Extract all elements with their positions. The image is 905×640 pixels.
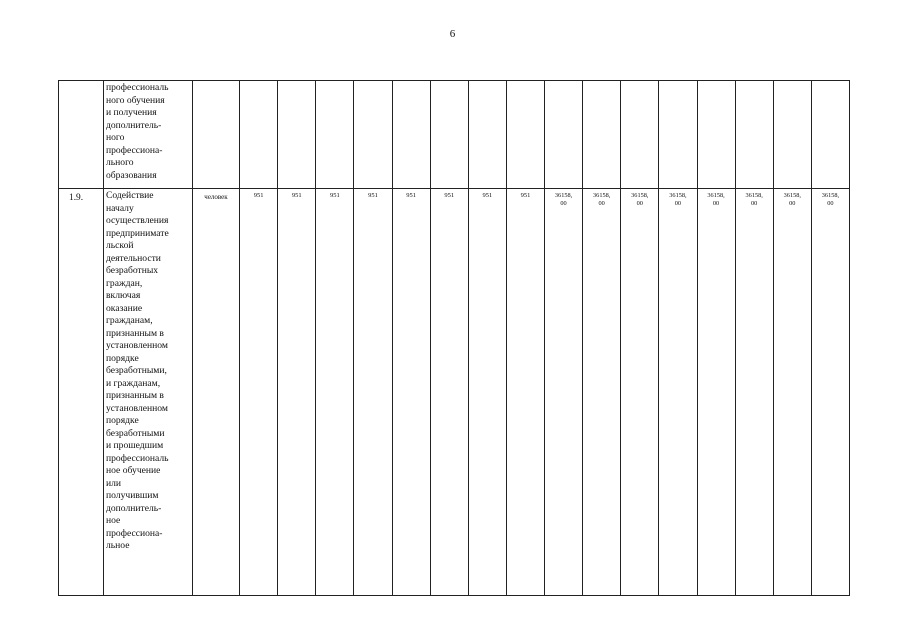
cell-value	[316, 81, 354, 189]
text-line: получившим	[106, 490, 159, 501]
cell-amount	[811, 81, 849, 189]
document-table	[58, 80, 850, 596]
cell-amount: 36158, 00	[659, 189, 697, 596]
text-line: образования	[106, 169, 157, 181]
cell-amount: 36158, 00	[583, 189, 621, 596]
cell-value	[468, 81, 506, 189]
cell-value: 951	[240, 189, 278, 596]
text-line: ного	[106, 132, 125, 143]
text-line: безработными,	[106, 365, 167, 376]
cell-amount: 36158, 00	[545, 189, 583, 596]
cell-value	[278, 81, 316, 189]
cell-amount	[735, 81, 773, 189]
text-line: признанным в	[106, 390, 164, 401]
cell-amount	[583, 81, 621, 189]
text-line: и прошедшим	[106, 440, 164, 451]
name-lines	[106, 82, 190, 182]
text-line: льской	[106, 240, 134, 251]
cell-amount: 36158, 00	[735, 189, 773, 596]
cell-amount: 36158, 00	[773, 189, 811, 596]
text-line: началу	[106, 202, 134, 214]
text-line: ное	[106, 515, 121, 526]
text-line: Содействие	[106, 190, 154, 201]
cell-value: 951	[278, 189, 316, 596]
text-line: профессиона-	[106, 144, 163, 156]
text-line: гражданам,	[106, 315, 153, 326]
text-line: осуществления	[106, 215, 169, 226]
cell-value: 951	[506, 189, 544, 596]
cell-number	[59, 81, 104, 189]
text-line: оказание	[106, 302, 143, 314]
page-number: 6	[449, 28, 456, 40]
cell-value: 951	[392, 189, 430, 596]
cell-amount: 36158, 00	[621, 189, 659, 596]
table-row-1-9	[59, 189, 850, 596]
text-line: или	[106, 477, 122, 489]
text-line: признанным в	[106, 327, 164, 339]
text-line: деятельности	[106, 252, 161, 264]
cell-amount	[773, 81, 811, 189]
text-line: безработными	[106, 427, 165, 439]
text-line: профессиона-	[106, 527, 163, 539]
cell-value	[354, 81, 392, 189]
text-line: включая	[106, 290, 141, 301]
text-line: льного	[106, 157, 134, 168]
cell-amount: 36158, 00	[697, 189, 735, 596]
text-line: предпринимате	[106, 227, 169, 239]
name-lines	[106, 190, 190, 553]
cell-value	[392, 81, 430, 189]
cell-amount: 36158, 00	[811, 189, 849, 596]
cell-amount	[621, 81, 659, 189]
cell-amount	[545, 81, 583, 189]
cell-value	[240, 81, 278, 189]
text-line: и гражданам,	[106, 377, 161, 389]
cell-row-number: 1.9.	[59, 189, 104, 596]
table-row-continuation	[59, 81, 850, 189]
text-line: профессиональ	[106, 82, 169, 93]
text-line: установленном	[106, 402, 168, 414]
cell-name-continuation	[104, 81, 193, 189]
cell-unit: человек	[193, 189, 240, 596]
cell-unit	[193, 81, 240, 189]
text-line: безработных	[106, 265, 159, 276]
text-line: профессиональ	[106, 452, 169, 464]
cell-value	[506, 81, 544, 189]
cell-value: 951	[316, 189, 354, 596]
text-line: и получения	[106, 107, 157, 118]
cell-amount	[659, 81, 697, 189]
cell-row-name	[104, 189, 193, 596]
text-line: порядке	[106, 415, 139, 426]
cell-value: 951	[430, 189, 468, 596]
text-line: граждан,	[106, 277, 143, 289]
text-line: дополнитель-	[106, 502, 162, 514]
cell-value	[430, 81, 468, 189]
text-line: ного обучения	[106, 94, 165, 106]
cell-value: 951	[354, 189, 392, 596]
text-line: установленном	[106, 340, 168, 351]
cell-amount	[697, 81, 735, 189]
text-line: дополнитель-	[106, 119, 162, 131]
cell-value: 951	[468, 189, 506, 596]
text-line: порядке	[106, 352, 139, 364]
text-line: ное обучение	[106, 465, 161, 476]
text-line: льное	[106, 540, 130, 551]
